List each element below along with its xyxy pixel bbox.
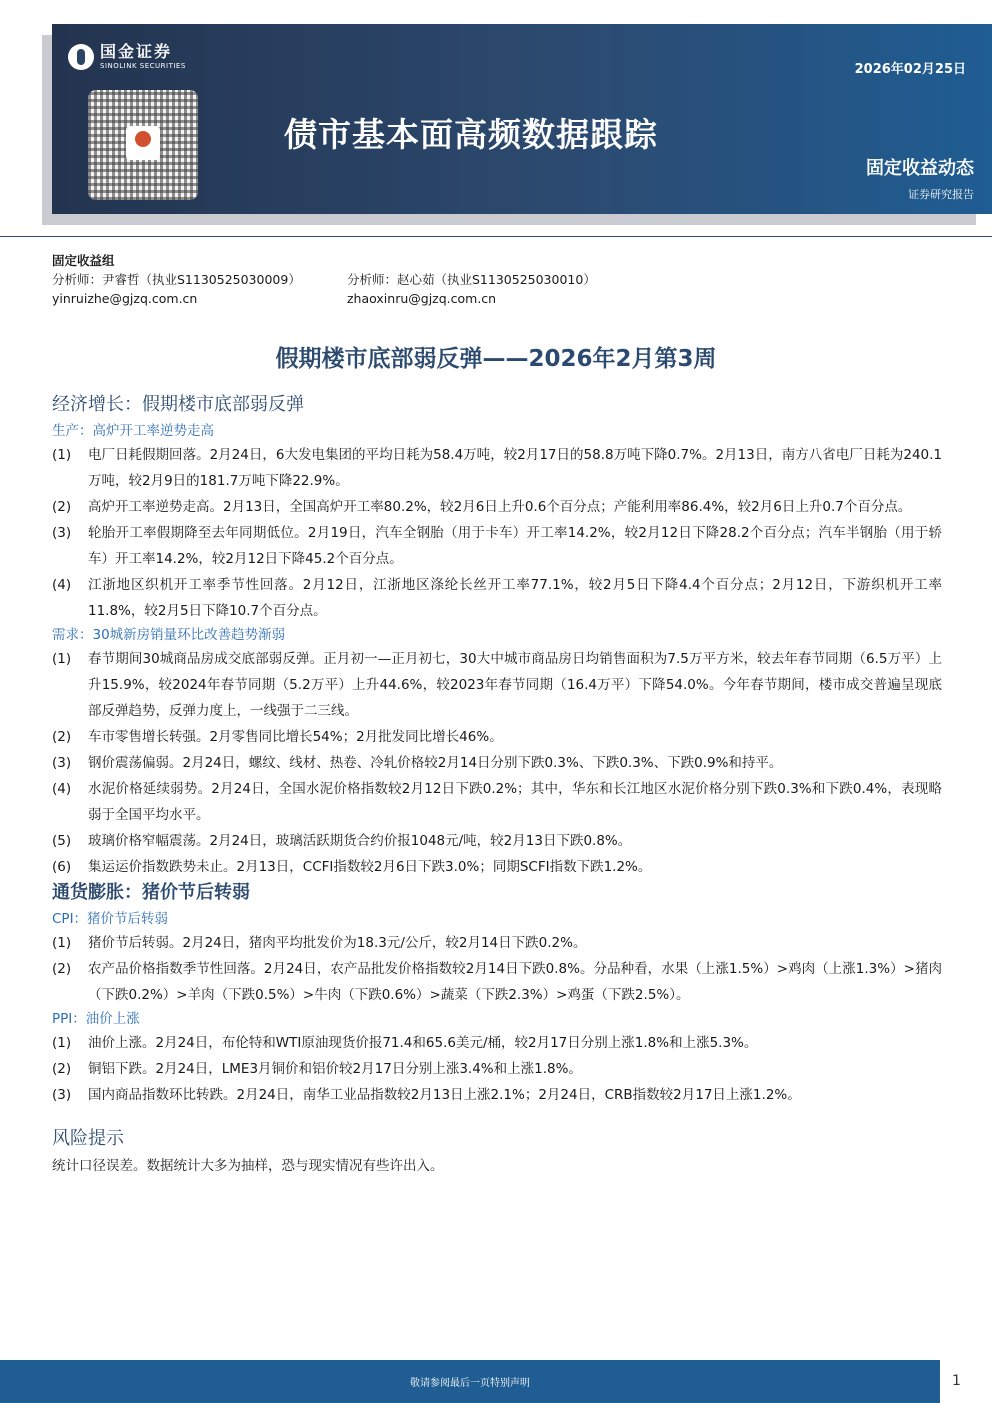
item-number: (4): [52, 781, 72, 797]
subsection-production-title: 生产：高炉开工率逆势走高: [52, 423, 214, 439]
item-text: 电厂日耗假期回落。2月24日，6大发电集团的平均日耗为58.4万吨，较2月17日的58.8万吨下降0.7%。2月13日，南方八省电厂日耗为240.1万吨，较2月9日的181.7万吨下降22.9%。: [88, 447, 942, 489]
item-number: (2): [52, 1061, 72, 1077]
document-title: 假期楼市底部弱反弹——2026年2月第3周: [275, 346, 717, 372]
item-number: (6): [52, 859, 72, 875]
item-number: (3): [52, 755, 72, 771]
subsection-cpi-title: CPI：猪价节后转弱: [52, 911, 169, 927]
section-risk-title: 风险提示: [52, 1128, 124, 1149]
list-item: [52, 828, 942, 854]
item-number: (1): [52, 447, 72, 463]
item-text: 钢价震荡偏弱。2月24日，螺纹、线材、热卷、冷轧价格较2月14日分别下跌0.3%、下跌0.3%、下跌0.9%和持平。: [88, 755, 783, 771]
list-item: [52, 776, 942, 828]
list-item: [52, 930, 942, 956]
item-text: 油价上涨。2月24日，布伦特和WTI原油现货价报71.4和65.6美元/桶，较2月17日分别上涨1.8%和上涨5.3%。: [88, 1035, 758, 1051]
subsection-demand-title: 需求：30城新房销量环比改善趋势渐弱: [52, 627, 286, 643]
list-item: [52, 572, 942, 624]
report-type: 固定收益动态: [866, 158, 974, 179]
item-number: (5): [52, 833, 72, 849]
item-text: 水泥价格延续弱势。2月24日，全国水泥价格指数较2月12日下跌0.2%；其中，华东和长江地区水泥价格分别下跌0.3%和下跌0.4%，表现略弱于全国平均水平。: [88, 781, 942, 823]
list-item: [52, 750, 942, 776]
list-item: [52, 494, 942, 520]
list-item: [52, 1030, 942, 1056]
analyst-info: [52, 251, 596, 308]
item-number: (4): [52, 577, 72, 593]
list-item: [52, 854, 942, 880]
section-growth-title: 经济增长：假期楼市底部弱反弹: [52, 394, 304, 415]
list-item: [52, 442, 942, 494]
logo-en: SINOLINK SECURITIES: [100, 62, 186, 70]
qr-code-icon: [88, 90, 198, 200]
footer-bar: [0, 1360, 940, 1403]
report-body: [52, 392, 942, 1178]
item-text: 国内商品指数环比转跌。2月24日，南华工业品指数较2月13日上涨2.1%；2月24日，CRB指数较2月17日上涨1.2%。: [88, 1087, 801, 1103]
item-number: (3): [52, 1087, 72, 1103]
item-number: (1): [52, 1035, 72, 1051]
item-number: (1): [52, 651, 72, 667]
item-text: 铜铝下跌。2月24日，LME3月铜价和铝价较2月17日分别上涨3.4%和上涨1.8%。: [88, 1061, 582, 1077]
analyst-1: 分析师：尹睿哲（执业S1130525030009）: [52, 272, 301, 287]
header-banner: [52, 24, 992, 214]
item-text: 轮胎开工率假期降至去年同期低位。2月19日，汽车全钢胎（用于卡车）开工率14.2%，较2月12日下降28.2个百分点；汽车半钢胎（用于轿车）开工率14.2%，较2月12日下降45.2个百分点。: [88, 525, 942, 567]
item-text: 春节期间30城商品房成交底部弱反弹。正月初一—正月初七，30大中城市商品房日均销售面积为7.5万平方米，较去年春节同期（6.5万平）上升15.9%，较2024年春节同期（5.2万平）上升44.6%，较2023年春节同期（16.4万平）下降54.0%。今年春节期间，楼市成交普遍呈现底部反弹趋势，反弹力度上，一线强于二三线。: [88, 651, 942, 719]
analyst-1-email[interactable]: yinruizhe@gjzq.com.cn: [52, 291, 198, 306]
item-text: 玻璃价格窄幅震荡。2月24日，玻璃活跃期货合约价报1048元/吨，较2月13日下跌0.8%。: [88, 833, 632, 849]
list-item: [52, 646, 942, 724]
item-text: 江浙地区织机开工率季节性回落。2月12日，江浙地区涤纶长丝开工率77.1%，较2月5日下降4.4个百分点；2月12日，下游织机开工率11.8%，较2月5日下降10.7个百分点。: [88, 577, 942, 619]
page-number: 1: [952, 1373, 961, 1389]
report-date: 2026年02月25日: [854, 62, 966, 77]
analyst-group: 固定收益组: [52, 253, 115, 268]
logo-icon: [68, 44, 94, 70]
item-text: 农产品价格指数季节性回落。2月24日，农产品批发价格指数较2月14日下跌0.8%。分品种看，水果（上涨1.5%）>鸡肉（上涨1.3%）>猪肉（下跌0.2%）>羊肉（下跌0.5%）>牛肉（下跌0.6%）>蔬菜（下跌2.3%）>鸡蛋（下跌2.5%）。: [88, 961, 942, 1003]
item-number: (1): [52, 935, 72, 951]
list-item: [52, 724, 942, 750]
footer-disclaimer-link: 敬请参阅最后一页特别声明: [410, 1378, 530, 1389]
item-text: 集运运价指数跌势未止。2月13日，CCFI指数较2月6日下跌3.0%；同期SCFI指数下跌1.2%。: [88, 859, 652, 875]
list-item: [52, 520, 942, 572]
analyst-2-email[interactable]: zhaoxinru@gjzq.com.cn: [347, 291, 497, 306]
list-item: [52, 1082, 942, 1108]
qr-center-logo: [126, 126, 160, 160]
item-text: 车市零售增长转强。2月零售同比增长54%；2月批发同比增长46%。: [88, 729, 503, 745]
logo-cn: 国金证券: [100, 42, 173, 61]
report-subtype: 证券研究报告: [908, 188, 974, 201]
item-number: (3): [52, 525, 72, 541]
section-inflation-title: 通货膨胀：猪价节后转弱: [52, 882, 250, 903]
subsection-ppi-title: PPI：油价上涨: [52, 1011, 140, 1027]
header-divider: [0, 236, 992, 237]
item-number: (2): [52, 961, 72, 977]
analyst-2: 分析师：赵心茹（执业S1130525030010）: [347, 272, 596, 287]
item-text: 猪价节后转弱。2月24日，猪肉平均批发价为18.3元/公斤，较2月14日下跌0.2%。: [88, 935, 587, 951]
report-series-title: 债市基本面高频数据跟踪: [284, 115, 658, 154]
risk-text: 统计口径误差。数据统计大多为抽样，恐与现实情况有些许出入。: [52, 1158, 444, 1174]
item-text: 高炉开工率逆势走高。2月13日，全国高炉开工率80.2%，较2月6日上升0.6个百分点；产能利用率86.4%，较2月6日上升0.7个百分点。: [88, 499, 912, 515]
item-number: (2): [52, 729, 72, 745]
list-item: [52, 1056, 942, 1082]
company-logo: [68, 44, 186, 70]
list-item: [52, 956, 942, 1008]
item-number: (2): [52, 499, 72, 515]
